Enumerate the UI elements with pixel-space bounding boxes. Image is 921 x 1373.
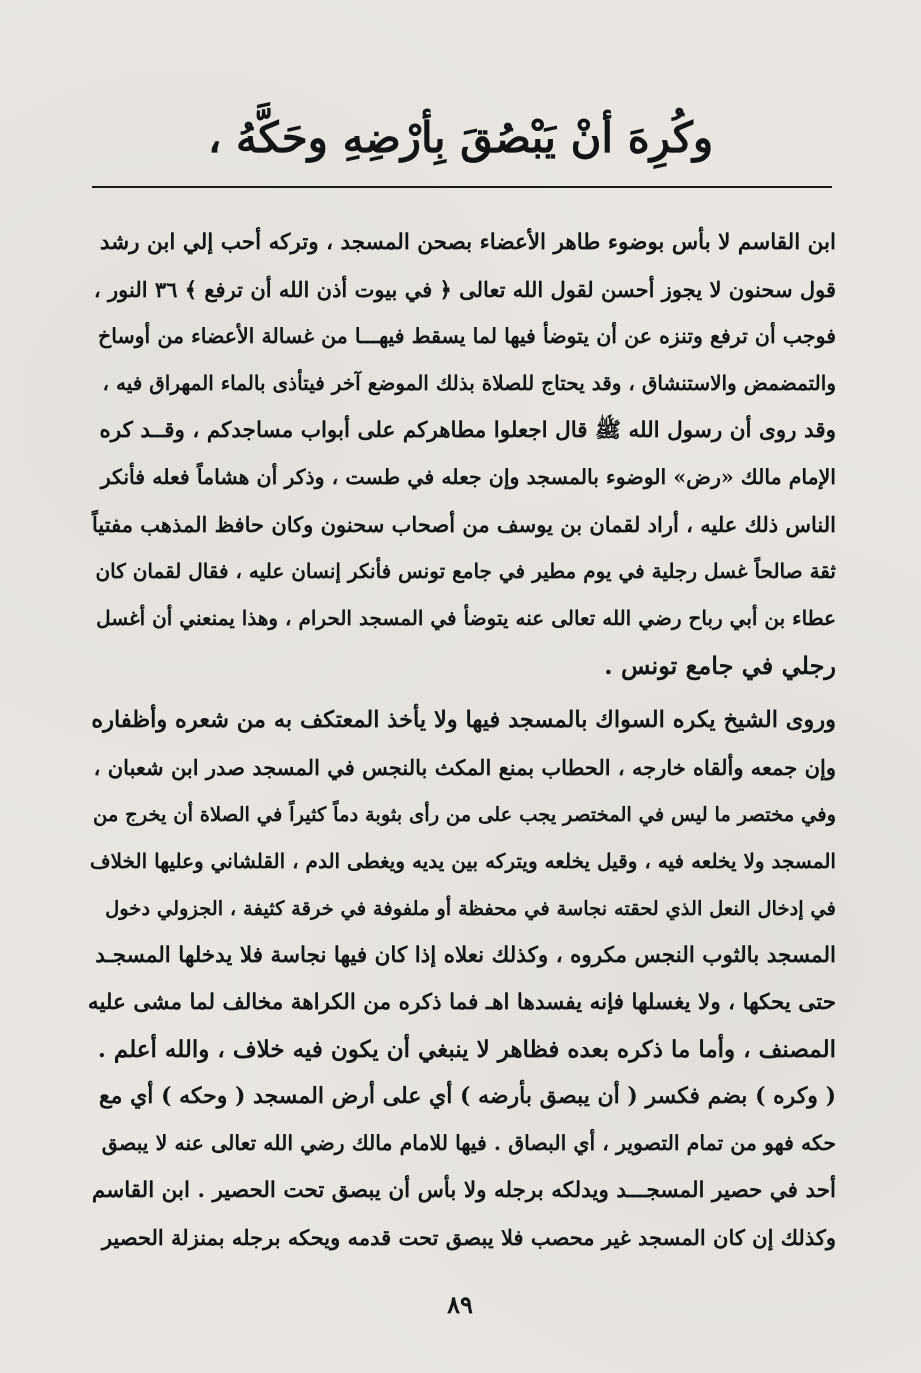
text-line: وكذلك إن كان المسجد غير محصب فلا يبصق تحت قدمه ويحكه برجله بمنزلة الحصير [101, 1225, 836, 1250]
text-line: فوجب أن ترفع وتنزه عن أن يتوضأ فيها لما يسقط فيهـــا من غسالة الأعضاء من أوساخ [97, 324, 836, 348]
text-line: حتى يحكها ، ولا يغسلها فإنه يفسدها اهـ فما ذكره من الكراهة مخالف لما مشى عليه [88, 990, 836, 1015]
heading-divider [92, 186, 832, 188]
text-line: عطاء بن أبي رباح رضي الله تعالى عنه يتوضأ في المسجد الحرام ، وهذا يمنعني أن أغسل [96, 606, 836, 630]
text-line: ( وكره ) بضم فكسر ( أن يبصق بأرضه ) أي على أرض المسجد ( وحكه ) أي مع [98, 1083, 836, 1109]
text-line: المصنف ، وأما ما ذكره بعده فظاهر لا ينبغي أن يكون فيه خلاف ، والله أعلم . [97, 1036, 836, 1063]
text-line: ثقة صالحاً غسل رجلية في يوم مطير في جامع تونس فأنكر إنسان عليه ، فقال لقمان كان [95, 559, 836, 583]
text-line: وروى الشيخ يكره السواك بالمسجد فيها ولا يأخذ المعتكف به من شعره وأظفاره [91, 707, 836, 733]
text-line: الإمام مالك «رض» الوضوء بالمسجد وإن جعله في طست ، وذكر أن هشاماً فعله فأنكر [100, 465, 836, 489]
text-line: المسجد ولا يخلعه فيه ، وقيل يخلعه ويتركه بين يديه ويغطى الدم ، القلشاني وعليها الخلاف [89, 849, 836, 873]
text-line: رجلي في جامع تونس . [604, 651, 836, 680]
paragraph-3 [88, 1073, 836, 1261]
paragraph-2 [88, 697, 836, 1073]
text-line: ابن القاسم لا بأس بوضوء طاهر الأعضاء بصحن المسجد ، وتركه أحب إلي ابن رشد [99, 230, 836, 255]
text-line: والتمضمض والاستنشاق ، وقد يحتاج للصلاة بذلك الموضع آخر فيتأذى بالماء المهراق فيه ، [102, 371, 836, 395]
text-line: وفي مختصر ما ليس في المختصر يجب على من رأى بثوبة دماً كثيراً في الصلاة أن يخرج من [93, 803, 836, 826]
text-line: وإن جمعه وألقاه خارجه ، الحطاب بمنع المكث بالنجس في المسجد صدر ابن شعبان ، [93, 755, 836, 780]
text-line: حكه فهو من تمام التصوير ، أي البصاق . فيها للامام مالك رضي الله تعالى عنه لا يبصق [101, 1131, 836, 1155]
text-line: المسجد بالثوب النجس مكروه ، وكذلك نعلاه إذا كان فيها نجاسة فلا يدخلها المسجـد [95, 943, 836, 968]
paragraph-1 [88, 219, 836, 689]
text-line: أحد في حصير المسجـــد ويدلكه برجله ولا بأس أن يبصق تحت الحصير . ابن القاسم [91, 1178, 836, 1203]
page-number: ٨٩ [447, 1290, 473, 1319]
section-heading: وكُرِهَ أنْ يَبْصُقَ بِأرْضِهِ وحَكَّهُ ، [207, 113, 714, 162]
text-line: في إدخال النعل الذي لحقته نجاسة في محفظة أو ملفوفة في خرقة كثيفة ، الجزولي دخول [105, 897, 836, 920]
text-line: الناس ذلك عليه ، أراد لقمان بن يوسف من أصحاب سحنون وكان حافظ المذهب مفتياً [92, 512, 836, 537]
text-line: قول سحنون لا يجوز أحسن لقول الله تعالى ﴿ في بيوت أذن الله أن ترفع ﴾ ٣٦ النور ، [93, 277, 836, 302]
text-line: وقد روى أن رسول الله ﷺ قال اجعلوا مطاهركم على أبواب مساجدكم ، وقــد كره [99, 418, 836, 443]
